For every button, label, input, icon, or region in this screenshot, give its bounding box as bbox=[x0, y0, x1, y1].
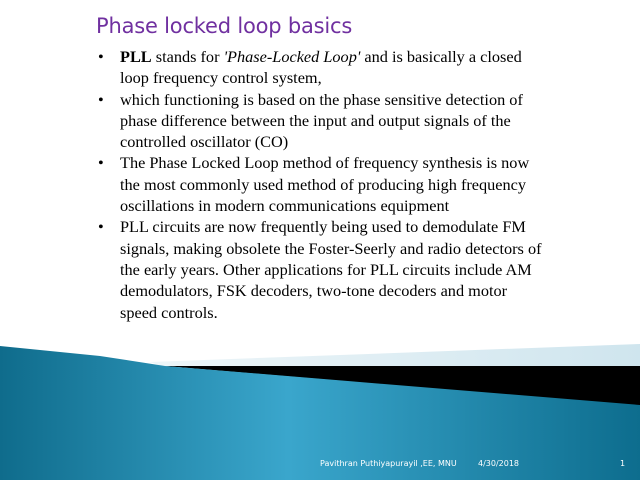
footer-date: 4/30/2018 bbox=[478, 459, 520, 468]
bullet-item bbox=[98, 89, 618, 153]
bullet-list bbox=[98, 46, 618, 323]
bullet-item bbox=[98, 46, 618, 89]
light-band bbox=[150, 344, 640, 367]
footer-author: Pavithran Puthiyapurayil ,EE, MNU bbox=[320, 459, 457, 468]
bullet-line: controlled oscillator (CO) bbox=[120, 132, 289, 152]
bullet-item bbox=[98, 216, 618, 322]
bullet-line: the most commonly used method of producing high frequency bbox=[120, 174, 527, 194]
bullet-item bbox=[98, 152, 618, 216]
bullet-icon: • bbox=[98, 153, 104, 173]
bullet-icon: • bbox=[98, 89, 104, 109]
bullet-line: The Phase Locked Loop method of frequency synthesis is now bbox=[120, 153, 530, 173]
text-segment: and is basically a closed bbox=[360, 47, 522, 66]
bullet-line: speed controls. bbox=[120, 302, 218, 322]
slide-number: 1 bbox=[620, 459, 626, 468]
bullet-line: which functioning is based on the phase sensitive detection of bbox=[120, 89, 523, 109]
bullet-line: the early years. Other applications for PLL circuits include AM bbox=[120, 259, 532, 279]
bullet-line: signals, making obsolete the Foster-Seerly and radio detectors of bbox=[120, 238, 542, 258]
italic-term: 'Phase-Locked Loop' bbox=[223, 47, 361, 66]
bullet-line: phase difference between the input and output signals of the bbox=[120, 110, 511, 130]
bullet-line: demodulators, FSK decoders, two-tone decoders and motor bbox=[120, 281, 508, 301]
bold-term: PLL bbox=[120, 47, 152, 66]
bullet-line bbox=[120, 46, 618, 67]
bullet-line: PLL circuits are now frequently being used to demodulate FM bbox=[120, 217, 526, 237]
text-segment: stands for bbox=[151, 47, 224, 66]
bullet-line: oscillations in modern communications equipment bbox=[120, 196, 450, 216]
bullet-icon: • bbox=[98, 47, 104, 66]
slide-title: Phase locked loop basics bbox=[96, 14, 353, 38]
bullet-line: loop frequency control system, bbox=[120, 68, 322, 88]
bullet-icon: • bbox=[98, 217, 104, 237]
